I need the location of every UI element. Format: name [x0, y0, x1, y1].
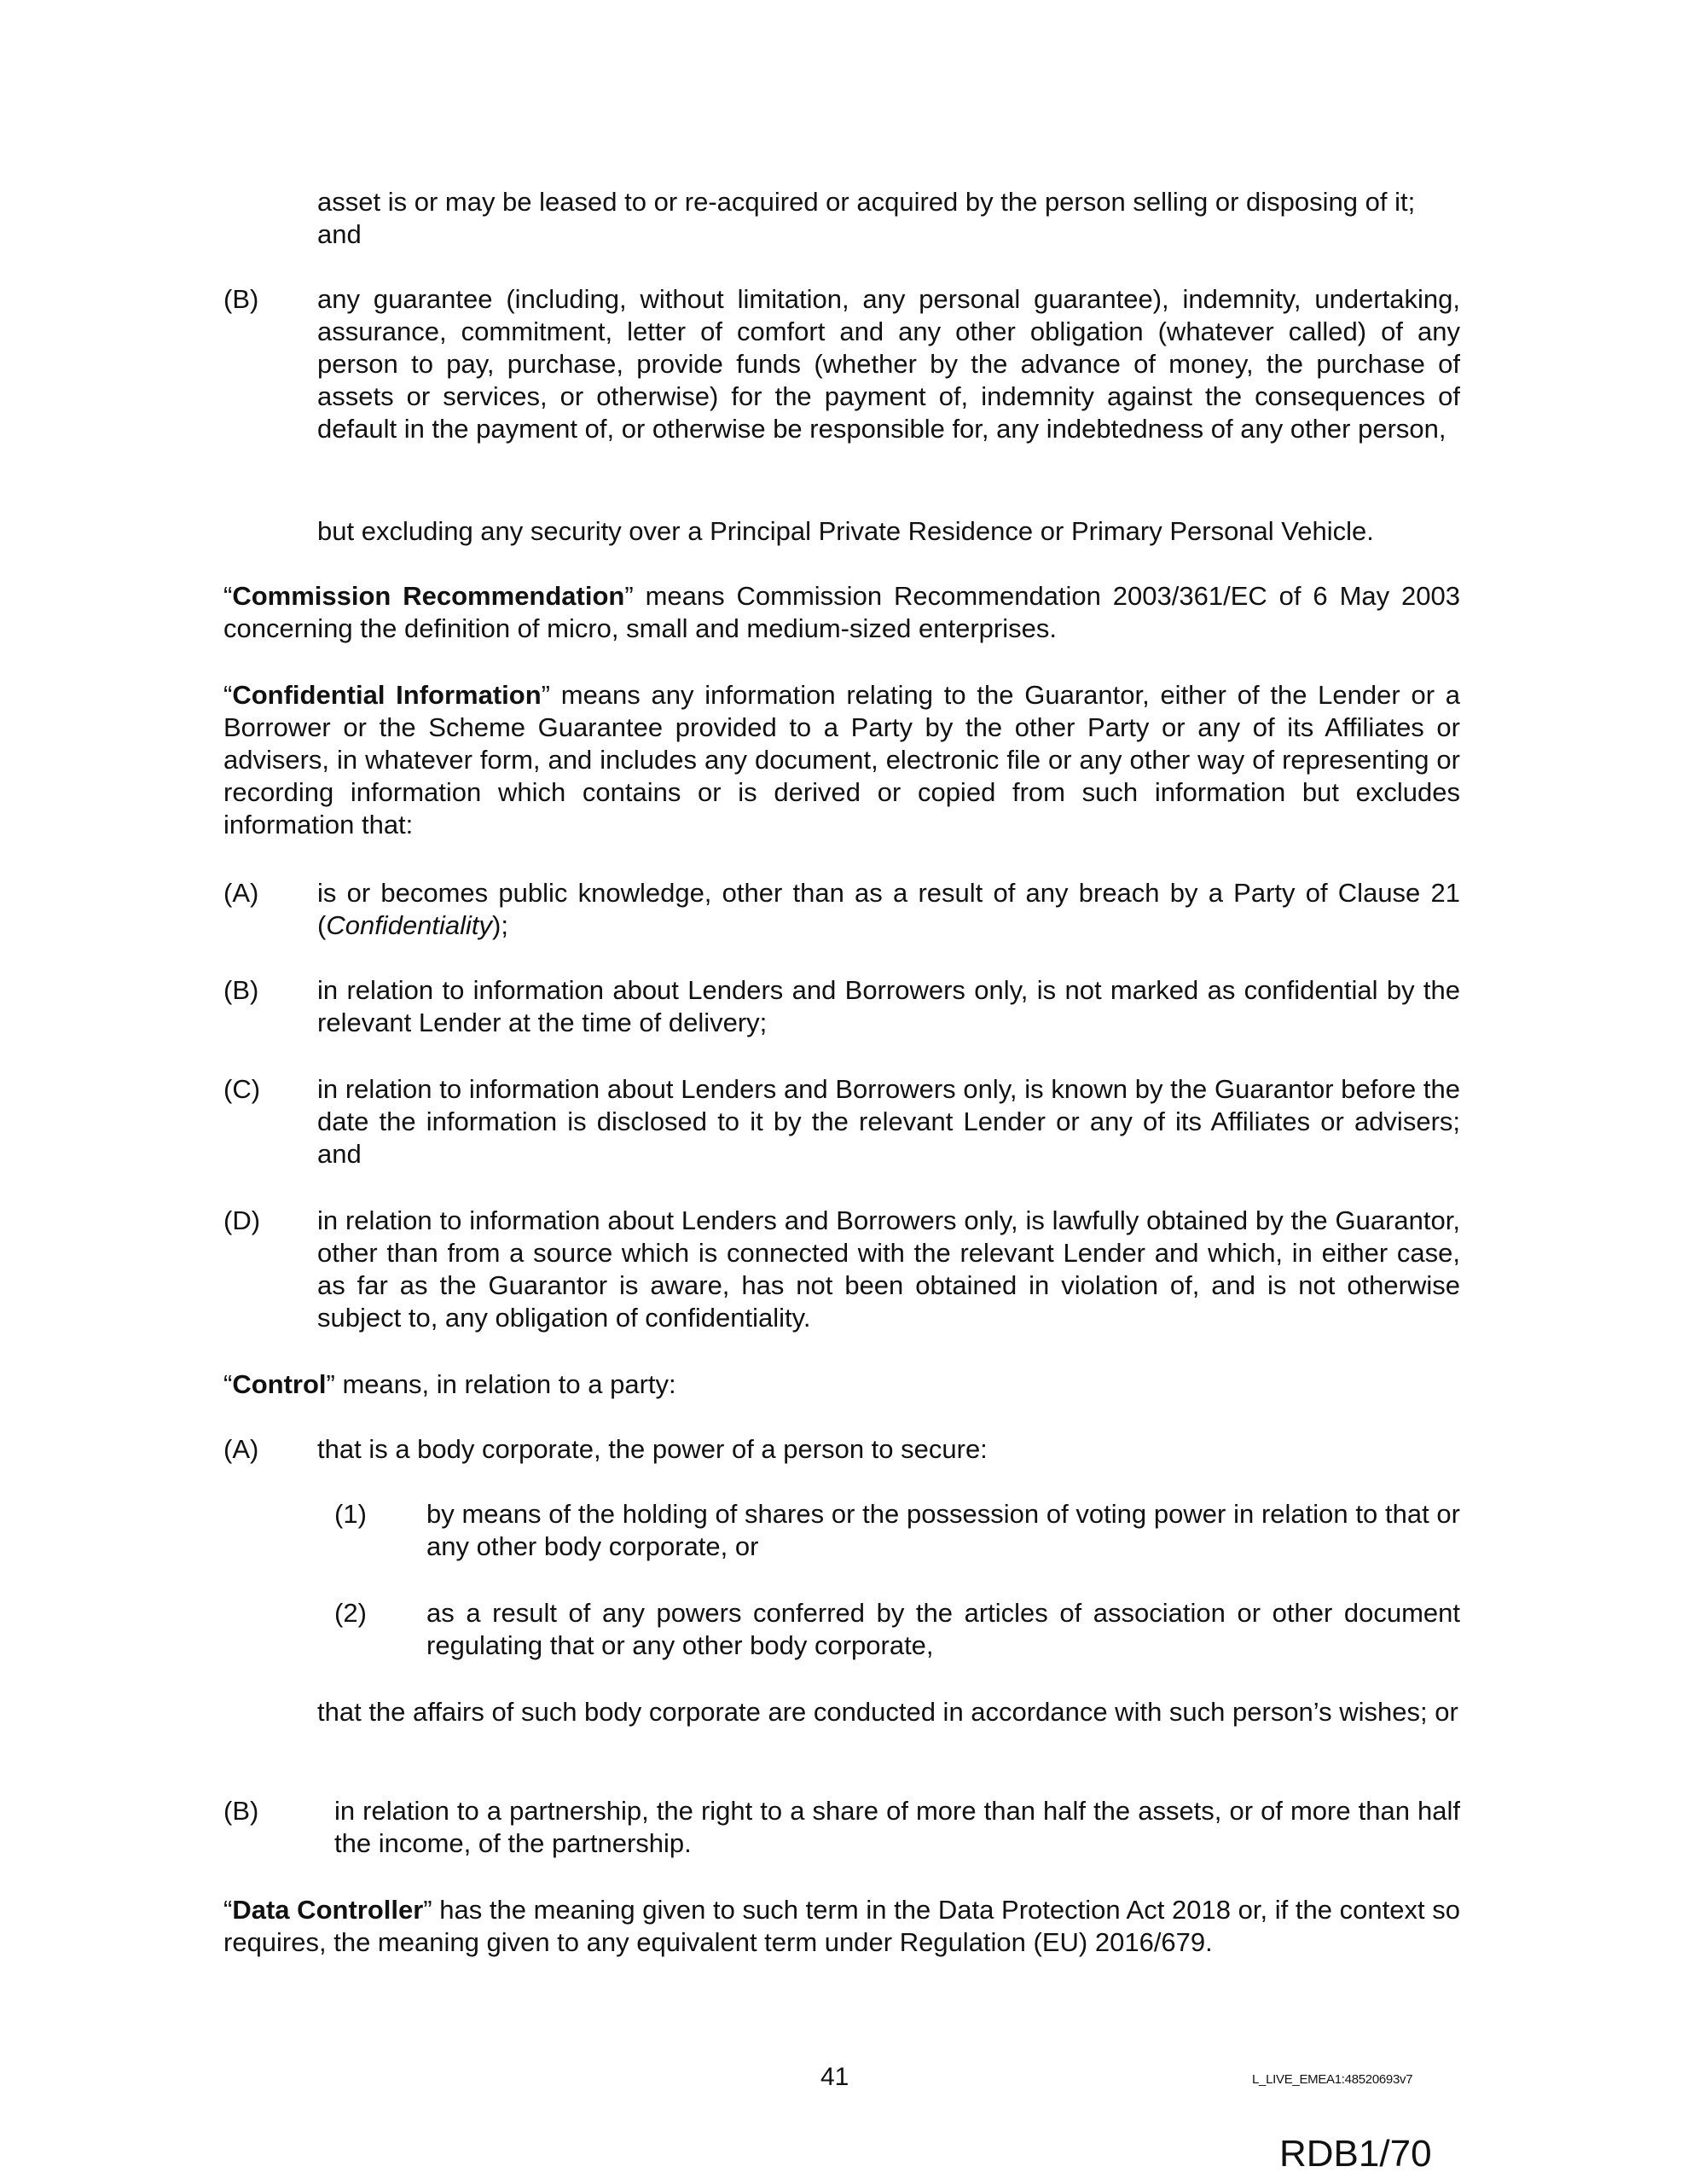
clause-b-text: in relation to a partnership, the right to a share of more than half the assets, or of more than half the income, of the partnership.	[334, 1796, 1460, 1858]
defined-term: Commission Recommendation	[232, 581, 625, 611]
clause-label-a: (A)	[223, 878, 259, 908]
clause-label-a: (A)	[223, 1434, 259, 1464]
control-a-tail: that the affairs of such body corporate are conducted in accordance with such person’s wishes; or	[317, 1697, 1458, 1727]
clause-text-end: );	[492, 910, 508, 940]
definition-text: ” means, in relation to a party:	[326, 1369, 676, 1399]
open-quote: “	[223, 1369, 233, 1399]
clause-a-text: that is a body corporate, the power of a person to secure:	[317, 1434, 988, 1464]
definition-control	[223, 1368, 1460, 1401]
subclause-label-1: (1)	[334, 1499, 367, 1529]
subclause-1-text: by means of the holding of shares or the possession of voting power in relation to that or any other body corporate, or	[426, 1499, 1460, 1561]
defined-term: Data Controller	[232, 1895, 424, 1925]
definition-text: ” means Commission Recommendation 2003/361/EC of 6 May 2003 concerning the definition of micro, small and medium-sized enterprises.	[223, 581, 1460, 643]
clause-label-b: (B)	[223, 284, 259, 314]
exclusion-text: but excluding any security over a Principal Private Residence or Primary Personal Vehicle.	[317, 516, 1374, 546]
clause-a-text	[317, 877, 1460, 942]
clause-d-text: in relation to information about Lenders and Borrowers only, is lawfully obtained by the Guarantor, other than from a source which is connected with the relevant Lender and which, in either case, as far as the Guarantor is aware, has not been obtained in violation of, and is not otherwise subject to, any obligation of confidentiality.	[317, 1205, 1460, 1333]
clause-label-d: (D)	[223, 1205, 261, 1235]
defined-term: Control	[232, 1369, 327, 1399]
definition-data-controller	[223, 1894, 1460, 1959]
clause-c-text: in relation to information about Lenders and Borrowers only, is known by the Guarantor before the date the information is disclosed to it by the relevant Lender or any of its Affiliates or advisers; and	[317, 1074, 1460, 1169]
page-number: 41	[820, 2063, 849, 2091]
definition-text: ” means any information relating to the Guarantor, either of the Lender or a Borrower or the Scheme Guarantee provided to a Party by the other Party or any of its Affiliates or advisers, in whatever form, and includes any document, electronic file or any other way of representing or recording information which contains or is derived or copied from such information but excludes information that:	[223, 680, 1461, 839]
open-quote: “	[223, 680, 233, 710]
clause-label-c: (C)	[223, 1074, 261, 1104]
document-stamp: RDB1/70	[1279, 2133, 1432, 2175]
continuation-text: asset is or may be leased to or re-acquired or acquired by the person selling or disposing of it; and	[317, 187, 1416, 249]
clause-label-b: (B)	[223, 1796, 259, 1826]
open-quote: “	[223, 1895, 233, 1925]
definition-text: ” has the meaning given to such term in the Data Protection Act 2018 or, if the context so requires, the meaning given to any equivalent term under Regulation (EU) 2016/679.	[223, 1895, 1460, 1957]
clause-b-text: any guarantee (including, without limitation, any personal guarantee), indemnity, undertaking, assurance, commitment, letter of comfort and any other obligation (whatever called) of any person to pay, purchase, provide funds (whether by the advance of money, the purchase of assets or services, or otherwise) for the payment of, indemnity against the consequences of default in the payment of, or otherwise be responsible for, any indebtedness of any other person,	[317, 284, 1460, 444]
clause-reference: Confidentiality	[326, 910, 493, 940]
definition-confidential-information	[223, 679, 1460, 841]
definition-commission-recommendation	[223, 580, 1460, 645]
defined-term: Confidential Information	[232, 680, 542, 710]
clause-label-b: (B)	[223, 975, 259, 1005]
subclause-label-2: (2)	[334, 1598, 367, 1628]
subclause-2-text: as a result of any powers conferred by the articles of association or other document regulating that or any other body corporate,	[426, 1598, 1460, 1660]
clause-text: is or becomes public knowledge, other than as a result of any breach by a Party of Clause 21 (	[317, 878, 1460, 940]
open-quote: “	[223, 581, 233, 611]
document-reference: L_LIVE_EMEA1:48520693v7	[1252, 2072, 1413, 2087]
clause-b-text: in relation to information about Lenders and Borrowers only, is not marked as confidential by the relevant Lender at the time of delivery;	[317, 975, 1460, 1037]
